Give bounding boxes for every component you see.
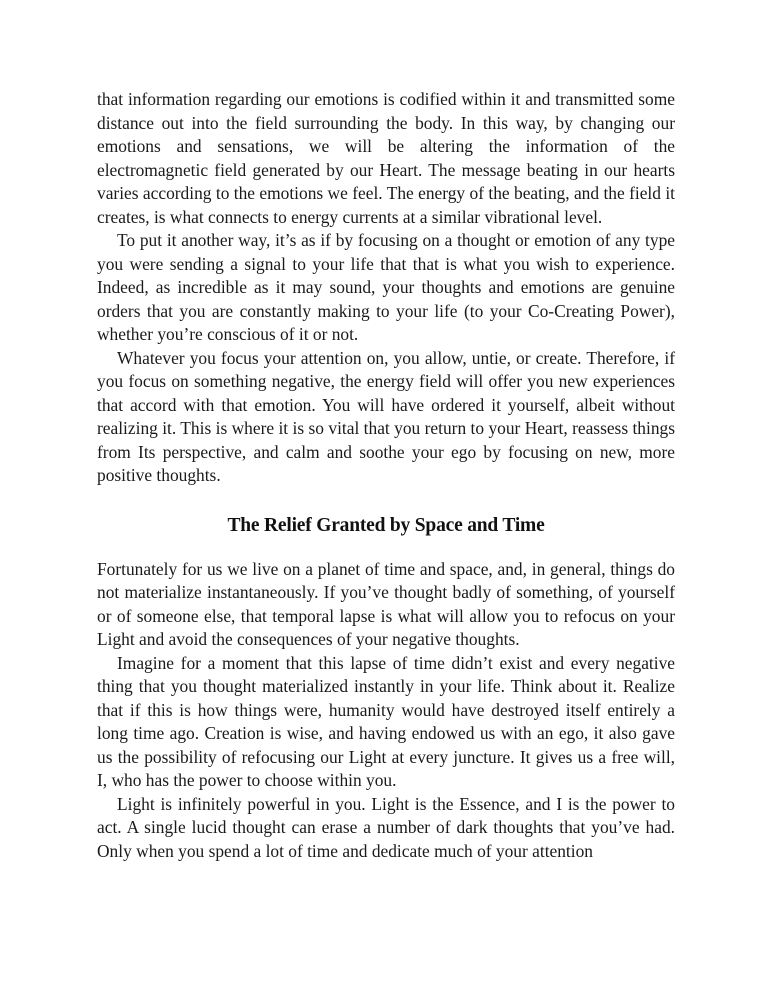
paragraph: To put it another way, it’s as if by focusing on a thought or emotion of any type you were sending a signal to your life that that is what you wish to experience. Indeed, as incredible as it may sound, your thoughts and emotions are genuine orders that you are constantly making to your life (to your Co-Creating Power), whether you’re conscious of it or not.	[97, 230, 675, 344]
paragraph: Fortunately for us we live on a planet of time and space, and, in general, things do not materialize instantaneously. If you’ve thought badly of something, of yourself or of someone else, that temporal lapse is what will allow you to refocus on your Light and avoid the consequences of your negative thoughts.	[97, 558, 675, 649]
page-body	[97, 88, 675, 863]
paragraph: Whatever you focus your attention on, you allow, untie, or create. Therefore, if you focus on something negative, the energy field will offer you new experiences that accord with that emotion. You will have ordered it yourself, albeit without realizing it. This is where it is so vital that you return to your Heart, reassess things from Its perspective, and calm and soothe your ego by focusing on new, more positive thoughts.	[97, 347, 675, 485]
paragraph-continuation: that information regarding our emotions is codified within it and transmitted some distance out into the field surrounding the body. In this way, by changing our emotions and sensations, we will be altering the information of the electromagnetic field generated by our Heart. The message beating in our hearts varies according to the emotions we feel. The energy of the beating, and the field it creates, is what connects to energy currents at a similar vibrational level.	[97, 89, 675, 227]
section-heading: The Relief Granted by Space and Time	[227, 514, 545, 536]
paragraph: Imagine for a moment that this lapse of time didn’t exist and every negative thing that you thought materialized instantly in your life. Think about it. Realize that if this is how things were, humanity would have destroyed itself entirely a long time ago. Creation is wise, and having endowed us with an ego, it also gave us the possibility of refocusing our Light at every juncture. It gives us a free will, I, who has the power to choose within you.	[97, 652, 675, 790]
paragraph: Light is infinitely powerful in you. Light is the Essence, and I is the power to act. A single lucid thought can erase a number of dark thoughts that you’ve had. Only when you spend a lot of time and dedicate much of your attention	[97, 793, 675, 861]
